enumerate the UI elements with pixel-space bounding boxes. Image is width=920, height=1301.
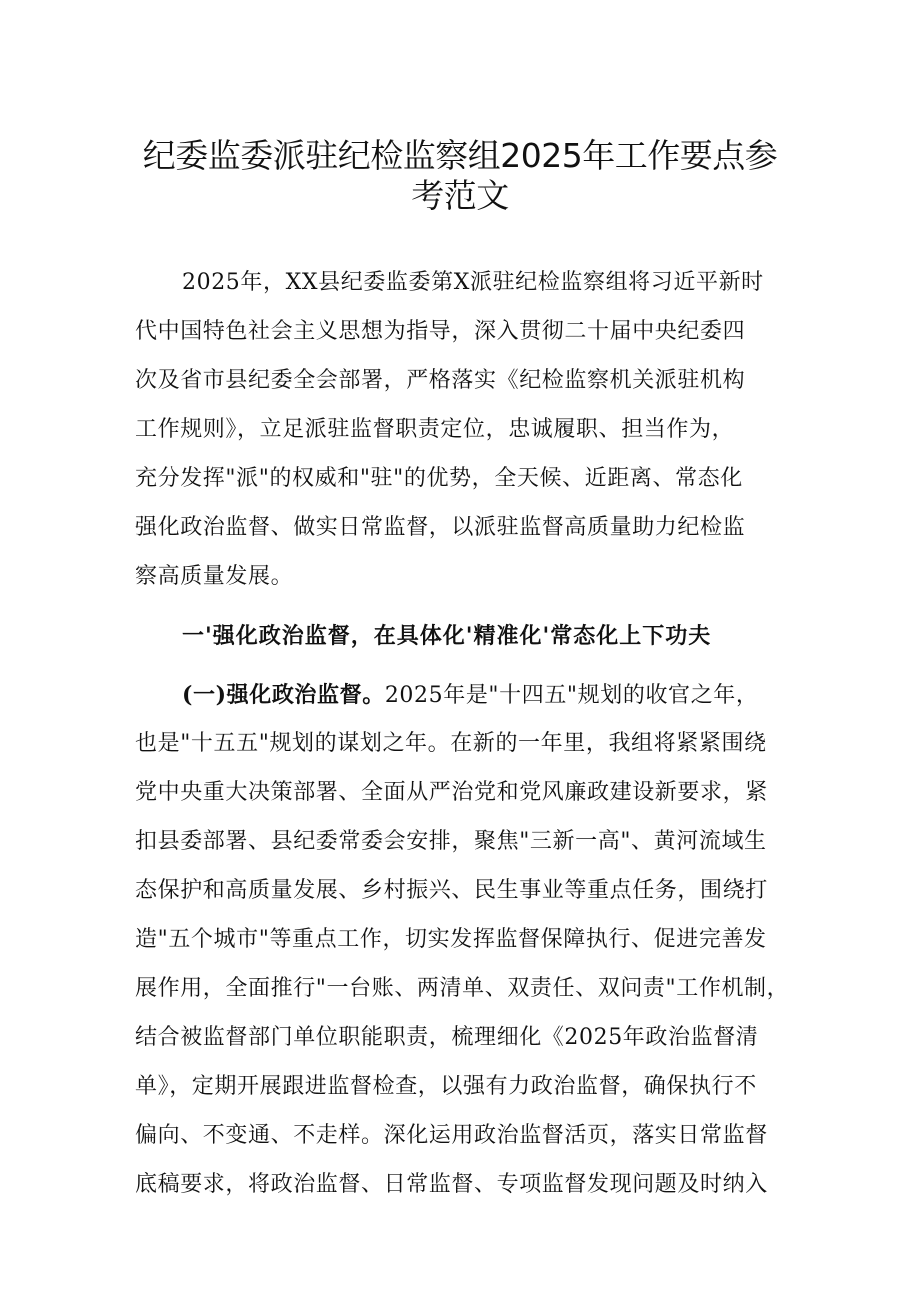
intro-line-3: 次及省市县纪委全会部署，严格落实《纪检监察机关派驻机构 <box>135 368 746 393</box>
subsection-1-line-11: 底稿要求，将政治监督、日常监督、专项监督发现问题及时纳入 <box>135 1172 768 1197</box>
subsection-1-lead: (一)强化政治监督。 <box>182 682 385 708</box>
section-heading-1: 一'强化政治监督，在具体化'精准化'常态化上下功夫 <box>182 623 712 649</box>
subsection-1-line-10: 偏向、不变通、不走样。深化运用政治监督活页，落实日常监督 <box>135 1123 768 1148</box>
subsection-1-line-2: 也是"十五五"规划的谋划之年。在新的一年里，我组将紧紧围绕 <box>135 731 767 756</box>
subsection-1-first-line <box>182 680 758 711</box>
subsection-1-line-9: 单》，定期开展跟进监督检查，以强有力政治监督，确保执行不 <box>135 1074 757 1099</box>
intro-line-5: 充分发挥"派"的权威和"驻"的优势，全天候、近距离、常态化 <box>135 466 743 491</box>
document-title-line-2: 考范文 <box>411 176 509 215</box>
subsection-1-line-8: 结合被监督部门单位职能职责，梳理细化《2025年政治监督清 <box>135 1025 759 1050</box>
subsection-1-line-4: 扣县委部署、县纪委常委会安排，聚焦"三新一高"、黄河流域生 <box>135 829 767 854</box>
subsection-1-line-3: 党中央重大决策部署、全面从严治党和党风廉政建设新要求，紧 <box>135 780 768 805</box>
subsection-1-line-1: 2025年是"十四五"规划的收官之年， <box>384 683 759 708</box>
intro-line-7: 察高质量发展。 <box>135 564 294 589</box>
intro-line-4: 工作规则》，立足派驻监督职责定位，忠诚履职、担当作为， <box>135 417 735 442</box>
intro-line-6: 强化政治监督、做实日常监督，以派驻监督高质量助力纪检监 <box>135 515 746 540</box>
intro-line-1: 2025年，XX县纪委监委第X派驻纪检监察组将习近平新时 <box>182 270 764 295</box>
subsection-1-line-7: 展作用，全面推行"一台账、两清单、双责任、双问责"工作机制， <box>135 976 790 1001</box>
subsection-1-line-6: 造"五个城市"等重点工作，切实发挥监督保障执行、促进完善发 <box>135 927 767 952</box>
intro-line-2: 代中国特色社会主义思想为指导，深入贯彻二十届中央纪委四 <box>135 319 746 344</box>
subsection-1-line-5: 态保护和高质量发展、乡村振兴、民生事业等重点任务，围绕打 <box>135 878 768 903</box>
document-title-line-1: 纪委监委派驻纪检监察组2025年工作要点参 <box>142 136 778 175</box>
